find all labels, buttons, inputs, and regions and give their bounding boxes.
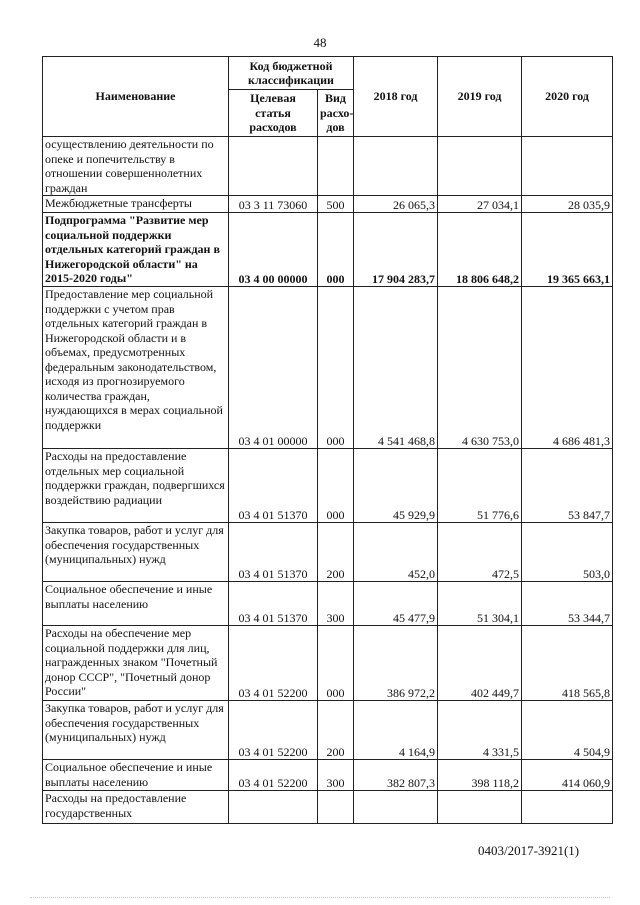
row-type-cell [318,137,354,196]
header-name: Наименование [43,57,229,137]
row-name-cell: Расходы на предоставление государственных [43,791,229,824]
row-2019-cell: 51 304,1 [438,582,522,626]
row-2018-cell [354,137,438,196]
row-2020-cell: 28 035,9 [522,196,613,213]
table-row [43,760,613,791]
row-type-cell: 200 [318,523,354,582]
row-2020-cell: 4 504,9 [522,701,613,760]
row-2020-cell: 4 686 481,3 [522,287,613,449]
table-row [43,626,613,701]
header-2020: 2020 год [522,57,613,137]
row-2020-cell: 53 344,7 [522,582,613,626]
scan-artifact-line [30,897,610,898]
budget-table [42,56,613,824]
header-expense-type: Вид расхо-дов [318,90,354,137]
table-row [43,701,613,760]
table-row [43,213,613,287]
row-code-cell: 03 4 01 51370 [229,449,318,523]
row-code-cell: 03 3 11 73060 [229,196,318,213]
row-code-cell: 03 4 01 51370 [229,582,318,626]
row-type-cell: 200 [318,701,354,760]
row-2018-cell [354,791,438,824]
row-2019-cell: 4 630 753,0 [438,287,522,449]
row-2019-cell: 472,5 [438,523,522,582]
row-code-cell: 03 4 00 00000 [229,213,318,287]
row-type-cell: 000 [318,626,354,701]
row-2019-cell [438,791,522,824]
row-type-cell: 000 [318,213,354,287]
row-2019-cell: 18 806 648,2 [438,213,522,287]
row-code-cell: 03 4 01 52200 [229,701,318,760]
table-header [43,57,613,137]
table-row [43,449,613,523]
row-code-cell: 03 4 01 00000 [229,287,318,449]
row-name-cell: Предоставление мер социальной поддержки с учетом прав отдельных категорий граждан в Нижегородской области и в объемах, предусмотренных федеральным законодательством, исходя из прогнозируемого количества граждан, нуждающихся в мерах социальной поддержки [43,287,229,449]
row-2018-cell: 45 477,9 [354,582,438,626]
table-row [43,523,613,582]
header-2018: 2018 год [354,57,438,137]
row-name-cell: Расходы на обеспечение мер социальной поддержки для лиц, награжденных знаком "Почетный донор СССР", "Почетный донор России" [43,626,229,701]
row-name-cell: Подпрограмма "Развитие мер социальной поддержки отдельных категорий граждан в Нижегородской области" на 2015-2020 годы" [43,213,229,287]
page-number: 48 [313,35,327,50]
row-2018-cell: 17 904 283,7 [354,213,438,287]
table-row [43,137,613,196]
row-name-cell: осуществлению деятельности по опеке и попечительству в отношении совершеннолетних граждан [43,137,229,196]
row-2018-cell: 4 541 468,8 [354,287,438,449]
table-row [43,582,613,626]
row-2018-cell: 45 929,9 [354,449,438,523]
row-name-cell: Расходы на предоставление отдельных мер социальной поддержки граждан, подвергшихся воздействию радиации [43,449,229,523]
row-code-cell [229,791,318,824]
row-type-cell: 000 [318,287,354,449]
row-2018-cell: 4 164,9 [354,701,438,760]
row-code-cell [229,137,318,196]
row-2019-cell: 27 034,1 [438,196,522,213]
header-2019: 2019 год [438,57,522,137]
row-name-cell: Социальное обеспечение и иные выплаты населению [43,760,229,791]
row-code-cell: 03 4 01 52200 [229,626,318,701]
row-2020-cell [522,137,613,196]
row-code-cell: 03 4 01 52200 [229,760,318,791]
row-2020-cell: 503,0 [522,523,613,582]
table-row [43,196,613,213]
row-2018-cell: 26 065,3 [354,196,438,213]
row-2018-cell: 382 807,3 [354,760,438,791]
table-row [43,287,613,449]
table-row [43,791,613,824]
row-type-cell: 500 [318,196,354,213]
row-name-cell: Социальное обеспечение и иные выплаты населению [43,582,229,626]
row-name-cell: Закупка товаров, работ и услуг для обеспечения государственных (муниципальных) нужд [43,701,229,760]
row-2019-cell: 4 331,5 [438,701,522,760]
table-body [43,137,613,824]
document-code: 0403/2017-3921(1) [478,843,580,858]
row-2019-cell: 398 118,2 [438,760,522,791]
row-type-cell: 000 [318,449,354,523]
row-2018-cell: 452,0 [354,523,438,582]
row-2019-cell [438,137,522,196]
row-2020-cell: 414 060,9 [522,760,613,791]
row-2018-cell: 386 972,2 [354,626,438,701]
row-2020-cell: 19 365 663,1 [522,213,613,287]
row-2020-cell: 418 565,8 [522,626,613,701]
header-code-group: Код бюджетной классификации [229,57,354,90]
row-2019-cell: 402 449,7 [438,626,522,701]
row-name-cell: Межбюджетные трансферты [43,196,229,213]
header-target-item: Целевая статья расходов [229,90,318,137]
row-2020-cell: 53 847,7 [522,449,613,523]
row-type-cell: 300 [318,582,354,626]
row-type-cell [318,791,354,824]
row-type-cell: 300 [318,760,354,791]
row-2019-cell: 51 776,6 [438,449,522,523]
row-code-cell: 03 4 01 51370 [229,523,318,582]
row-name-cell: Закупка товаров, работ и услуг для обеспечения государственных (муниципальных) нужд [43,523,229,582]
row-2020-cell [522,791,613,824]
